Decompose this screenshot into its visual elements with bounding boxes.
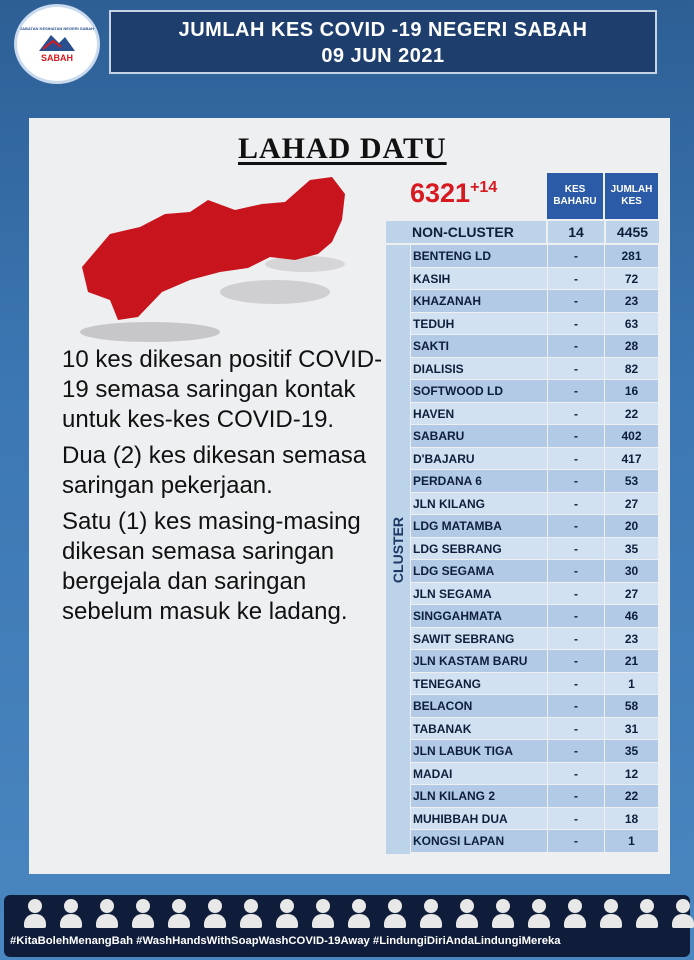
cluster-jumlah: 417 [605, 448, 658, 471]
cluster-jumlah: 30 [605, 560, 658, 583]
table-row [411, 763, 658, 786]
cluster-jumlah: 31 [605, 718, 658, 741]
logo-name: SABAH [40, 52, 73, 63]
person-icon [384, 899, 406, 929]
cluster-jumlah: 16 [605, 380, 658, 403]
non-cluster-row [386, 221, 659, 243]
table-row [411, 785, 658, 808]
person-icon [168, 899, 190, 929]
cluster-side-label [386, 245, 410, 854]
cluster-baru: - [548, 335, 604, 358]
col-jumlah-kes: JUMLAH KES [605, 173, 658, 219]
cluster-name: SINGGAHMATA [411, 605, 547, 628]
cluster-jumlah: 22 [605, 403, 658, 426]
cluster-label: CLUSTER [390, 516, 406, 583]
person-icon [312, 899, 334, 929]
person-icon [24, 899, 46, 929]
cluster-name: LDG SEBRANG [411, 538, 547, 561]
table-row [411, 245, 658, 268]
person-icon [348, 899, 370, 929]
cluster-name: BENTENG LD [411, 245, 547, 268]
table-row [411, 493, 658, 516]
table-row [411, 403, 658, 426]
cluster-jumlah: 53 [605, 470, 658, 493]
cluster-jumlah: 402 [605, 425, 658, 448]
cluster-name: BELACON [411, 695, 547, 718]
cluster-baru: - [548, 358, 604, 381]
table-row [411, 740, 658, 763]
page-header [109, 10, 657, 74]
cluster-name: DIALISIS [411, 358, 547, 381]
total-cases [410, 178, 497, 209]
cluster-name: TABANAK [411, 718, 547, 741]
total-increase: +14 [470, 179, 498, 196]
cluster-jumlah: 35 [605, 740, 658, 763]
table-row [411, 380, 658, 403]
non-cluster-jumlah: 4455 [606, 221, 659, 243]
cluster-baru: - [548, 290, 604, 313]
cluster-baru: - [548, 740, 604, 763]
sabah-health-logo [14, 4, 100, 84]
table-row [411, 538, 658, 561]
non-cluster-baru: 14 [548, 221, 604, 243]
cluster-jumlah: 12 [605, 763, 658, 786]
cluster-jumlah: 28 [605, 335, 658, 358]
cluster-name: SABARU [411, 425, 547, 448]
table-row [411, 335, 658, 358]
cluster-baru: - [548, 268, 604, 291]
person-icon [240, 899, 262, 929]
cluster-name: MADAI [411, 763, 547, 786]
cluster-name: TENEGANG [411, 673, 547, 696]
cluster-baru: - [548, 763, 604, 786]
table-row [411, 830, 658, 853]
cluster-jumlah: 20 [605, 515, 658, 538]
district-map [70, 172, 360, 347]
cluster-baru: - [548, 515, 604, 538]
hashtags: #KitaBolehMenangBah #WashHandsWithSoapWashCOVID-19Away #LindungiDiriAndaLindungiMereka [10, 935, 561, 947]
person-icon [636, 899, 658, 929]
description-text [62, 345, 384, 633]
cluster-jumlah: 63 [605, 313, 658, 336]
table-row [411, 515, 658, 538]
cluster-jumlah: 35 [605, 538, 658, 561]
cluster-baru: - [548, 808, 604, 831]
cluster-name: LDG MATAMBA [411, 515, 547, 538]
cluster-name: JLN SEGAMA [411, 583, 547, 606]
cluster-name: PERDANA 6 [411, 470, 547, 493]
cluster-baru: - [548, 560, 604, 583]
cluster-baru: - [548, 650, 604, 673]
cluster-name: JLN KASTAM BARU [411, 650, 547, 673]
cluster-baru: - [548, 628, 604, 651]
cluster-jumlah: 18 [605, 808, 658, 831]
table-row [411, 560, 658, 583]
table-row [411, 695, 658, 718]
cluster-baru: - [548, 605, 604, 628]
paragraph-1: 10 kes dikesan positif COVID-19 semasa saringan kontak untuk kes-kes COVID-19. [62, 346, 383, 433]
cluster-baru: - [548, 695, 604, 718]
cluster-name: TEDUH [411, 313, 547, 336]
cluster-baru: - [548, 785, 604, 808]
person-icon [276, 899, 298, 929]
cluster-jumlah: 82 [605, 358, 658, 381]
cluster-name: KONGSI LAPAN [411, 830, 547, 853]
cluster-baru: - [548, 380, 604, 403]
table-row [411, 583, 658, 606]
cluster-name: MUHIBBAH DUA [411, 808, 547, 831]
cluster-jumlah: 58 [605, 695, 658, 718]
people-icons [24, 899, 694, 929]
table-row [411, 718, 658, 741]
person-icon [132, 899, 154, 929]
cluster-baru: - [548, 718, 604, 741]
cluster-name: SAWIT SEBRANG [411, 628, 547, 651]
cluster-baru: - [548, 313, 604, 336]
person-icon [528, 899, 550, 929]
person-icon [492, 899, 514, 929]
cluster-jumlah: 281 [605, 245, 658, 268]
cluster-name: JLN LABUK TIGA [411, 740, 547, 763]
cluster-jumlah: 21 [605, 650, 658, 673]
cluster-jumlah: 22 [605, 785, 658, 808]
cluster-baru: - [548, 538, 604, 561]
person-icon [564, 899, 586, 929]
cluster-name: SOFTWOOD LD [411, 380, 547, 403]
table-row [411, 425, 658, 448]
cluster-baru: - [548, 425, 604, 448]
table-row [411, 290, 658, 313]
footer-banner [4, 895, 690, 957]
cluster-name: JLN KILANG 2 [411, 785, 547, 808]
cluster-jumlah: 23 [605, 290, 658, 313]
cluster-baru: - [548, 493, 604, 516]
cluster-jumlah: 72 [605, 268, 658, 291]
person-icon [96, 899, 118, 929]
cluster-baru: - [548, 403, 604, 426]
person-icon [420, 899, 442, 929]
cluster-baru: - [548, 583, 604, 606]
person-icon [600, 899, 622, 929]
col-kes-baharu: KES BAHARU [547, 173, 603, 219]
table-row [411, 650, 658, 673]
cluster-jumlah: 27 [605, 493, 658, 516]
header-title: JUMLAH KES COVID -19 NEGERI SABAH [178, 19, 588, 41]
paragraph-2: Dua (2) kes dikesan semasa saringan pekerjaan. [62, 442, 367, 499]
district-title: LAHAD DATU [238, 132, 447, 165]
cluster-baru: - [548, 470, 604, 493]
cluster-name: JLN KILANG [411, 493, 547, 516]
mountain-icon [37, 31, 77, 53]
cluster-name: KASIH [411, 268, 547, 291]
logo-top-text: JABATAN KESIHATAN NEGERI SABAH [19, 25, 95, 31]
table-row [411, 268, 658, 291]
table-row [411, 313, 658, 336]
cluster-table [411, 245, 658, 853]
table-row [411, 673, 658, 696]
cluster-name: LDG SEGAMA [411, 560, 547, 583]
table-row [411, 358, 658, 381]
table-row [411, 448, 658, 471]
cluster-name: HAVEN [411, 403, 547, 426]
person-icon [672, 899, 694, 929]
table-row [411, 605, 658, 628]
person-icon [204, 899, 226, 929]
non-cluster-label: NON-CLUSTER [386, 221, 546, 243]
cluster-jumlah: 1 [605, 673, 658, 696]
table-row [411, 808, 658, 831]
cluster-jumlah: 46 [605, 605, 658, 628]
table-row [411, 628, 658, 651]
total-count: 6321 [410, 178, 471, 208]
cluster-jumlah: 1 [605, 830, 658, 853]
cluster-baru: - [548, 673, 604, 696]
cluster-jumlah: 23 [605, 628, 658, 651]
cluster-jumlah: 27 [605, 583, 658, 606]
person-icon [60, 899, 82, 929]
table-row [411, 470, 658, 493]
cluster-baru: - [548, 448, 604, 471]
cluster-baru: - [548, 830, 604, 853]
cluster-name: D'BAJARU [411, 448, 547, 471]
header-date: 09 JUN 2021 [321, 45, 445, 67]
person-icon [456, 899, 478, 929]
paragraph-3: Satu (1) kes masing-masing dikesan semasa saringan bergejala dan saringan sebelum masuk ke ladang. [62, 508, 361, 625]
cluster-name: KHAZANAH [411, 290, 547, 313]
cluster-name: SAKTI [411, 335, 547, 358]
cluster-baru: - [548, 245, 604, 268]
